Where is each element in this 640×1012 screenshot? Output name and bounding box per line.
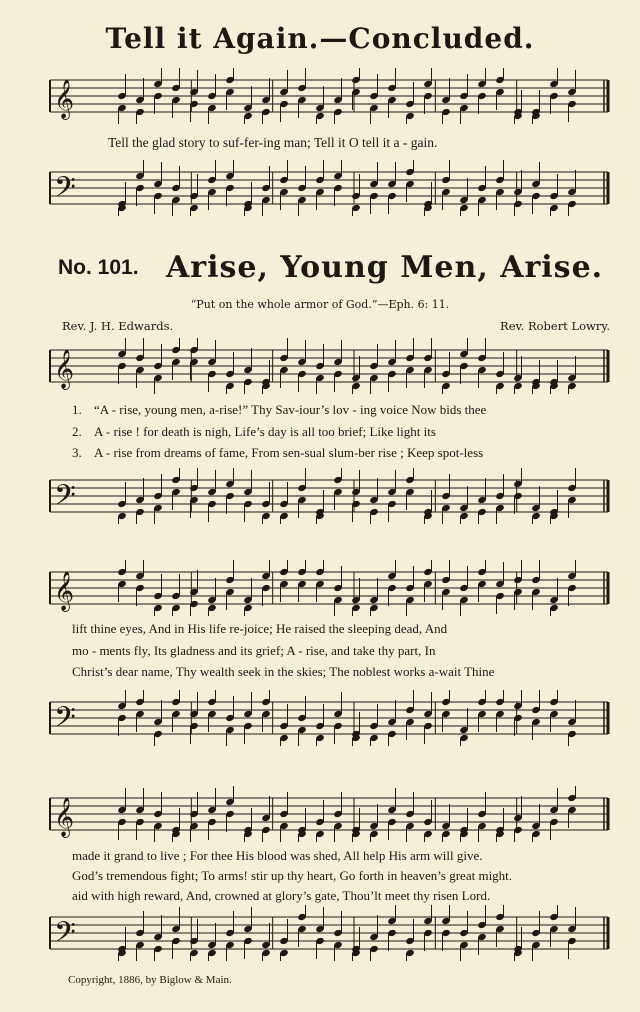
author-music: Rev. Robert Lowry. bbox=[500, 319, 610, 333]
staff-system2-bass-svg bbox=[0, 690, 640, 746]
copyright-notice: Copyright, 1886, by Biglow & Main. bbox=[68, 974, 232, 986]
verse-text: “A - rise, young men, a-rise!” Thy Sav-iour’s lov - ing voice Now bids thee bbox=[94, 402, 487, 417]
verse-line bbox=[72, 445, 607, 461]
concluded-lyric: Tell the glad story to suf-fer-ing man; Tell it O tell it a - gain. bbox=[108, 135, 438, 150]
staff-lines bbox=[50, 571, 608, 612]
verse-text: A - rise from dreams of fame, From sen-sual slum-ber rise ; Keep spot-less bbox=[94, 445, 484, 460]
concluded-section-title: Tell it Again.—Concluded. bbox=[105, 22, 535, 55]
lyric-line: Christ’s dear name, Thy wealth seek in the skies; The noblest works a-wait Thine bbox=[72, 664, 495, 679]
staff-concluded-bass bbox=[0, 160, 640, 216]
staff-lines bbox=[50, 349, 608, 390]
epigraph: “Put on the whole armor of God.”—Eph. 6: 11. bbox=[190, 298, 450, 311]
staff-system1-treble bbox=[0, 338, 640, 394]
clef-icon: 𝄢 bbox=[54, 171, 76, 211]
clef-icon: 𝄞 bbox=[54, 571, 75, 611]
staff-system1-bass-svg bbox=[0, 468, 640, 524]
clef-icon: 𝄞 bbox=[54, 79, 75, 119]
staff-lines bbox=[50, 797, 608, 838]
staff-system1-bass bbox=[0, 468, 640, 524]
staff-lines bbox=[50, 701, 608, 741]
lyric-line: made it grand to live ; For thee His blood was shed, All help His arm will give. bbox=[72, 848, 483, 863]
staff-concluded-treble bbox=[0, 68, 640, 124]
staff-lines bbox=[50, 479, 608, 519]
hymn-title: Arise, Young Men, Arise. bbox=[166, 250, 604, 285]
staff-concluded-treble-svg bbox=[0, 68, 640, 124]
staff-system3-bass-svg bbox=[0, 905, 640, 961]
staff-system3-treble bbox=[0, 786, 640, 842]
verse-number: 2. bbox=[72, 424, 82, 439]
clef-icon: 𝄢 bbox=[54, 479, 76, 519]
verse-number: 3. bbox=[72, 445, 82, 460]
staff-system2-treble bbox=[0, 560, 640, 616]
clef-icon: 𝄢 bbox=[54, 701, 76, 741]
staff-system3-treble-svg bbox=[0, 786, 640, 842]
verse-text: A - rise ! for death is nigh, Life’s day is all too brief; Like light its bbox=[94, 424, 436, 439]
clef-icon: 𝄞 bbox=[54, 797, 75, 837]
clef-icon: 𝄢 bbox=[54, 916, 76, 956]
staff-system3-bass bbox=[0, 905, 640, 961]
lyric-line: lift thine eyes, And in His life re-joice; He raised the sleeping dead, And bbox=[72, 621, 448, 636]
staff-lines bbox=[50, 916, 608, 956]
hymn-number: No. 101. bbox=[58, 256, 139, 279]
lyric-line: aid with high reward, And, crowned at glory’s gate, Thou’lt meet thy risen Lord. bbox=[72, 888, 491, 903]
staff-system2-bass bbox=[0, 690, 640, 746]
clef-icon: 𝄞 bbox=[54, 349, 75, 389]
lyric-line: God’s tremendous fight; To arms! stir up thy heart, Go forth in heaven’s great might. bbox=[72, 868, 513, 883]
staff-system2-treble-svg bbox=[0, 560, 640, 616]
lyric-line: mo - ments fly, Its gladness and its grief; A - rise, and take thy part, In bbox=[72, 643, 436, 658]
author-words: Rev. J. H. Edwards. bbox=[62, 319, 174, 333]
verse-line bbox=[72, 424, 607, 440]
staff-lines bbox=[50, 171, 608, 211]
staff-lines bbox=[50, 79, 608, 120]
verse-number: 1. bbox=[72, 402, 82, 417]
verse-line bbox=[72, 402, 607, 418]
staff-system1-treble-svg bbox=[0, 338, 640, 394]
staff-concluded-bass-svg bbox=[0, 160, 640, 216]
